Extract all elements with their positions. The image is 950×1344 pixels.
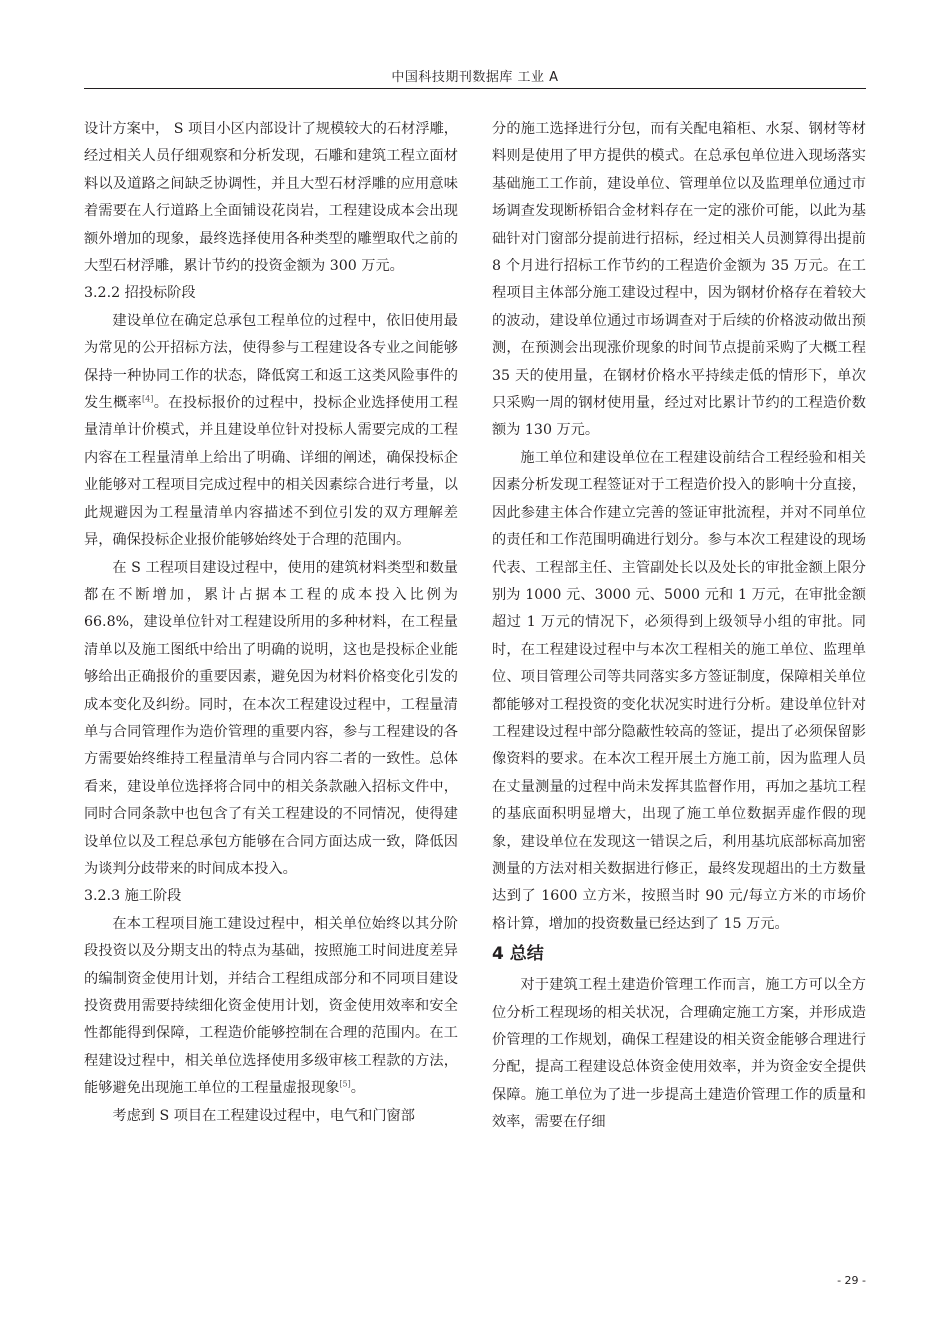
- page-number: - 29 -: [837, 1274, 866, 1287]
- section-heading-3-2-2: 3.2.2 招投标阶段: [84, 285, 196, 302]
- paragraph: 设计方案中， S 项目小区内部设计了规模较大的石材浮雕，经过相关人员仔细观察和分析发现，石雕和建筑工程立面材料以及道路之间缺乏协调性，并且大型石材浮雕的应用意味着需要在人行道路上全面铺设花岗岩，工程建设成本会出现额外增加的现象，最终选择使用各种类型的雕塑取代之前的大型石材浮雕，累计节约的投资金额为 300 万元。: [84, 121, 458, 275]
- paragraph-text: 。在投标报价的过程中，投标企业选择使用工程量清单计价模式，并且建设单位针对投标人需要完成的工程内容在工程量清单上给出了明确、详细的阐述，确保投标企业能够对工程项目完成过程中的相关因素综合进行考量，以此规避因为工程量清单内容描述不到位引发的双方理解差异，确保投标企业报价能够始终处于合理的范围内。: [84, 395, 458, 549]
- paragraph: [84, 308, 458, 555]
- citation-ref: [5]: [339, 1079, 351, 1089]
- paragraph: 分的施工选择进行分包，而有关配电箱柜、水泵、钢材等材料则是使用了甲方提供的模式。在总承包单位进入现场落实基础施工工作前，建设单位、管理单位以及监理单位通过市场调查发现断桥铝合金材料存在一定的涨价可能，以此为基础针对门窗部分提前进行招标，经过相关人员测算得出提前 8 个月进行招标工作节约的工程造价金额为 35 万元。在工程项目主体部分施工建设过程中，因为钢材价格存在着较大的波动，建设单位通过市场调查对于后续的价格波动做出预测，在预测会出现涨价现象的时间节点提前采购了大概工程 35 天的使用量，在钢材价格水平持续走低的情形下，单次只采购一周的钢材使用量，经过对比累计节约的工程造价数额为 130 万元。: [492, 121, 866, 439]
- left-column: [84, 116, 458, 1130]
- header-rule: [84, 88, 866, 89]
- paragraph: 施工单位和建设单位在工程建设前结合工程经验和相关因素分析发现工程签证对于工程造价投入的影响十分直接，因此参建主体合作建立完善的签证审批流程，并对不同单位的责任和工作范围明确进行划分。参与本次工程建设的现场代表、工程部主任、主管副处长以及处长的审批金额上限分别为 1000 元、3000 元、5000 元和 1 万元，在审批金额超过 1 万元的情况下，必须得到上级领导小组的审批。同时，在工程建设过程中与本次工程相关的施工单位、监理单位、项目管理公司等共同落实多方签证制度，保障相关单位都能够对工程投资的变化状况实时进行分析。建设单位针对工程建设过程中部分隐蔽性较高的签证，提出了必须保留影像资料的要求。在本次工程开展土方施工前，因为监理人员在丈量测量的过程中尚未发挥其监督作用，再加之基坑工程的基底面积明显增大，出现了施工单位数据弄虚作假的现象，建设单位在发现这一错误之后，利用基坑底部标高加密测量的方法对相关数据进行修正，最终发现超出的土方数量达到了 1600 立方米，按照当时 90 元/每立方米的市场价格计算，增加的投资数量已经达到了 15 万元。: [492, 449, 866, 932]
- right-column: [492, 116, 866, 1137]
- citation-ref: [4]: [142, 394, 154, 404]
- paragraph-text: 建设单位在确定总承包工程单位的过程中，依旧使用最为常见的公开招标方法，使得参与工程建设各专业之间能够保持一种协同工作的状态，降低窝工和返工这类风险事件的发生概率: [84, 312, 458, 412]
- paragraph-text: 在本工程项目施工建设过程中，相关单位始终以其分阶段投资以及分期支出的特点为基础，按照施工时间进度差异的编制资金使用计划，并结合工程组成部分和不同项目建设投资费用需要持续细化资金使用计划，资金使用效率和安全性都能得到保障，工程造价能够控制在合理的范围内。在工程建设过程中，相关单位选择使用多级审核工程款的方法，能够避免出现施工单位的工程量虚报现象: [84, 915, 458, 1097]
- section-heading-3-2-3: 3.2.3 施工阶段: [84, 888, 182, 905]
- paragraph: 对于建筑工程土建造价管理工作而言，施工方可以全方位分析工程现场的相关状况，合理确定施工方案，并形成造价管理的工作规划，确保工程建设的相关资金能够合理进行分配，提高工程建设总体资金使用效率，并为资金安全提供保障。施工单位为了进一步提高土建造价管理工作的质量和效率，需要在仔细: [492, 977, 866, 1131]
- paragraph: 在 S 工程项目建设过程中，使用的建筑材料类型和数量都在不断增加，累计占据本工程的成本投入比例为 66.8%，建设单位针对工程建设所用的多种材料，在工程量清单以及施工图纸中给出了明确的说明，这也是投标企业能够给出正确报价的重要因素，避免因为材料价格变化引发的成本变化及纠纷。同时，在本次工程建设过程中，工程量清单与合同管理作为造价管理的重要内容，参与工程建设的各方需要始终维持工程量清单与合同内容二者的一致性。总体看来，建设单位选择将合同中的相关条款融入招标文件中，同时合同条款中也包含了有关工程建设的不同情况，使得建设单位以及工程总承包方能够在合同方面达成一致，降低因为谈判分歧带来的时间成本投入。: [84, 559, 458, 877]
- paragraph-text: 。: [350, 1080, 365, 1097]
- journal-header: 中国科技期刊数据库 工业 A: [391, 70, 559, 85]
- paragraph: 考虑到 S 项目在工程建设过程中，电气和门窗部: [112, 1107, 415, 1124]
- section-heading-4: 4 总结: [492, 944, 544, 965]
- paragraph: [84, 911, 458, 1103]
